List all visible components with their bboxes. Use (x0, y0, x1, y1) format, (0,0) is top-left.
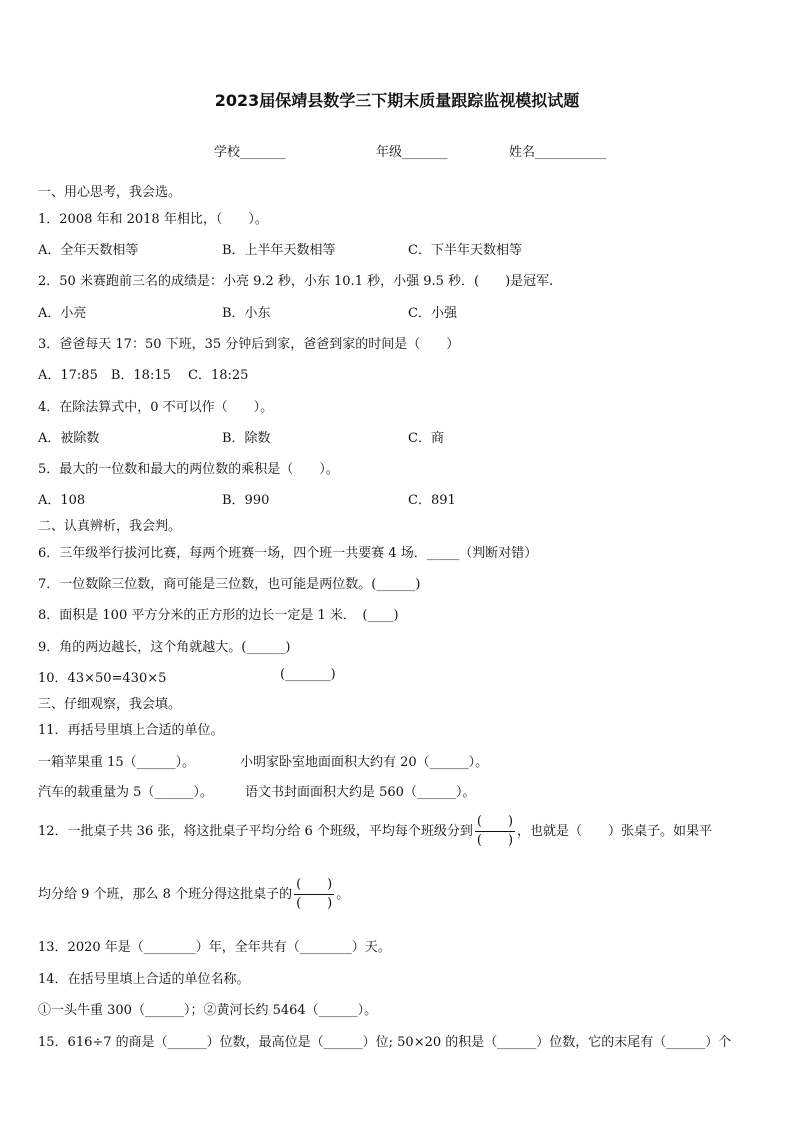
q12-line1 (38, 813, 712, 850)
q9: 9．角的两边越长，这个角就越大。(______) (38, 640, 291, 655)
q4-stem: 4．在除法算式中，0 不可以作（ ）。 (38, 400, 274, 415)
section-3-heading: 三、仔细观察，我会填。 (38, 697, 182, 712)
q2-option-c: C．小强 (408, 306, 457, 321)
q7: 7．一位数除三位数，商可能是三位数，也可能是两位数。(______) (38, 577, 421, 592)
q12-fraction-2-numerator: ( ) (294, 876, 334, 895)
q14-stem: 14．在括号里填上合适的单位名称。 (38, 972, 250, 987)
q11-row2-right: 语文书封面面积大约是 560（______）。 (245, 785, 476, 800)
section-2-heading: 二、认真辨析，我会判。 (38, 519, 182, 534)
grade-field (376, 141, 448, 160)
q2-option-a: A．小亮 (38, 306, 87, 321)
name-blank: ___________ (535, 145, 607, 160)
q12-fraction-2-denominator: ( ) (296, 896, 333, 911)
q5-option-c: C．891 (408, 493, 456, 508)
q5-option-a: A．108 (38, 493, 86, 508)
q1-option-b: B．上半年天数相等 (222, 243, 336, 258)
q2-stem: 2．50 米赛跑前三名的成绩是：小亮 9.2 秒，小东 10.1 秒，小强 9.5 秒．( )是冠军. (38, 274, 554, 289)
q3-options: A．17:85 B．18:15 C．18:25 (38, 368, 249, 383)
q15: 15．616÷7 的商是（______）位数，最高位是（______）位; 50×20 的积是（______）位数，它的末尾有（______）个 (38, 1035, 732, 1050)
name-field (509, 141, 607, 160)
q1-option-c: C．下半年天数相等 (408, 243, 522, 258)
section-1-heading: 一、用心思考，我会选。 (38, 185, 182, 200)
school-blank: _______ (240, 145, 286, 160)
q3-stem: 3．爸爸每天 17：50 下班，35 分钟后到家，爸爸到家的时间是（ ） (38, 337, 460, 352)
q14-line: ①一头牛重 300（______）；②黄河长约 5464（______）。 (38, 1003, 378, 1018)
school-label: 学校 (214, 145, 241, 160)
q11-stem: 11．再括号里填上合适的单位。 (38, 723, 224, 738)
q12-fraction-1-numerator: ( ) (475, 813, 515, 832)
q2-option-b: B．小东 (222, 306, 271, 321)
q12-text-1: 12．一批桌子共 36 张，将这批桌子平均分给 6 个班级，平均每个班级分到 (38, 824, 473, 839)
q12-line2 (38, 876, 349, 913)
q8: 8．面积是 100 平方分米的正方形的边长一定是 1 米． (____) (38, 608, 399, 623)
q10-blank: (_______) (280, 667, 336, 682)
q5-stem: 5．最大的一位数和最大的两位数的乘积是（ ）。 (38, 462, 339, 477)
q12-text-4: 。 (336, 887, 350, 902)
q11-row1-right: 小明家卧室地面面积大约有 20（______）。 (240, 755, 489, 770)
q13: 13．2020 年是（________）年，全年共有（________）天。 (38, 940, 391, 955)
q4-option-b: B．除数 (222, 431, 271, 446)
q12-fraction-1-denominator: ( ) (476, 833, 514, 848)
q4-option-c: C．商 (408, 431, 444, 446)
q11-row1-left: 一箱苹果重 15（______）。 (38, 755, 196, 770)
q6: 6．三年级举行拔河比赛，每两个班赛一场，四个班一共要赛 4 场．_____（判断对错） (38, 546, 538, 561)
school-field (214, 141, 286, 160)
q4-option-a: A．被除数 (38, 431, 100, 446)
grade-label: 年级 (376, 145, 403, 160)
q12-fraction-1 (475, 813, 515, 850)
q10-stem: 10．43×50=430×5 (38, 671, 167, 686)
name-label: 姓名 (509, 145, 536, 160)
q11-row2-left: 汽车的载重量为 5（______）。 (38, 785, 213, 800)
q1-option-a: A．全年天数相等 (38, 243, 139, 258)
page-title: 2023届保靖县数学三下期末质量跟踪监视模拟试题 (214, 91, 580, 110)
grade-blank: _______ (402, 145, 448, 160)
q5-option-b: B．990 (222, 493, 270, 508)
q12-text-2: ，也就是（ ）张桌子。如果平 (517, 824, 713, 839)
q12-text-3: 均分给 9 个班，那么 8 个班分得这批桌子的 (38, 887, 293, 902)
q12-fraction-2 (294, 876, 334, 913)
q1-stem: 1．2008 年和 2018 年相比，（ ）。 (38, 212, 268, 227)
